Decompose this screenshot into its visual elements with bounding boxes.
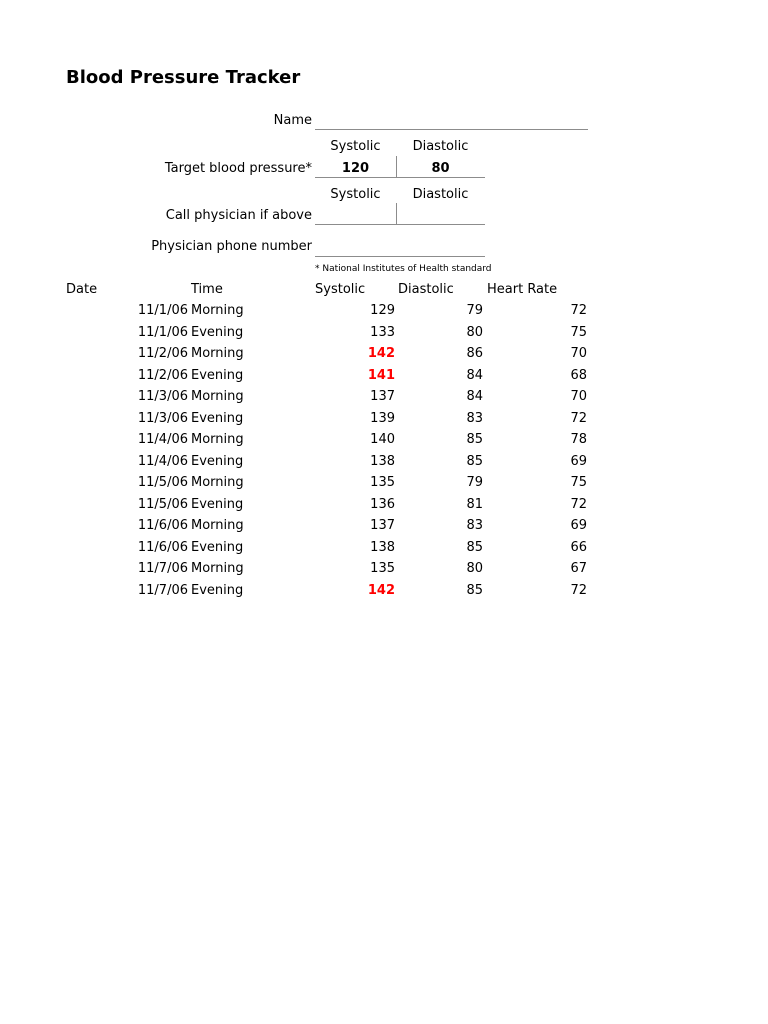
diastolic-cell[interactable]: 85 (466, 432, 483, 447)
time-cell[interactable]: Morning (191, 432, 244, 447)
heart-rate-cell[interactable]: 72 (570, 496, 587, 512)
name-field[interactable] (315, 113, 588, 129)
systolic-cell[interactable]: 137 (370, 518, 395, 533)
target-systolic-header: Systolic (330, 139, 381, 154)
time-cell[interactable]: Evening (191, 324, 244, 340)
header-heart-rate: Heart Rate (487, 282, 558, 297)
heart-rate-cell[interactable]: 70 (570, 346, 587, 361)
date-cell[interactable]: 11/2/06 (137, 367, 188, 383)
systolic-cell[interactable]: 135 (370, 475, 395, 490)
heart-rate-cell[interactable]: 72 (570, 582, 587, 598)
diastolic-cell[interactable]: 79 (466, 303, 483, 318)
heart-rate-cell[interactable]: 75 (570, 475, 587, 490)
table-row (0, 389, 768, 410)
systolic-cell[interactable]: 140 (370, 432, 395, 447)
date-cell[interactable]: 11/6/06 (137, 518, 188, 533)
target-divider (396, 156, 397, 177)
heart-rate-cell[interactable]: 66 (570, 539, 587, 555)
call-physician-label: Call physician if above (165, 208, 312, 223)
date-cell[interactable]: 11/6/06 (137, 539, 188, 555)
call-divider (396, 203, 397, 224)
date-cell[interactable]: 11/3/06 (137, 389, 188, 404)
systolic-cell[interactable]: 141 (367, 367, 395, 383)
name-label: Name (273, 113, 312, 128)
date-cell[interactable]: 11/7/06 (137, 582, 188, 598)
diastolic-cell[interactable]: 80 (466, 561, 483, 576)
table-row (0, 325, 768, 346)
footnote: * National Institutes of Health standard (315, 264, 492, 274)
systolic-cell[interactable]: 142 (367, 346, 395, 361)
time-cell[interactable]: Evening (191, 539, 244, 555)
call-systolic-header: Systolic (330, 187, 381, 202)
diastolic-cell[interactable]: 86 (466, 346, 483, 361)
systolic-cell[interactable]: 133 (370, 324, 395, 340)
heart-rate-cell[interactable]: 78 (570, 432, 587, 447)
heart-rate-cell[interactable]: 72 (570, 303, 587, 318)
heart-rate-cell[interactable]: 69 (570, 518, 587, 533)
date-cell[interactable]: 11/4/06 (137, 432, 188, 447)
table-row (0, 346, 768, 367)
phone-field[interactable] (315, 239, 485, 255)
table-row (0, 561, 768, 582)
time-cell[interactable]: Evening (191, 410, 244, 426)
systolic-cell[interactable]: 136 (370, 496, 395, 512)
diastolic-cell[interactable]: 84 (466, 389, 483, 404)
diastolic-cell[interactable]: 85 (466, 582, 483, 598)
target-diastolic-field[interactable]: 80 (431, 161, 450, 176)
time-cell[interactable]: Evening (191, 367, 244, 383)
time-cell[interactable]: Morning (191, 518, 244, 533)
date-cell[interactable]: 11/7/06 (137, 561, 188, 576)
table-row (0, 583, 768, 604)
time-cell[interactable]: Morning (191, 346, 244, 361)
target-diastolic-header: Diastolic (412, 139, 469, 154)
heart-rate-cell[interactable]: 70 (570, 389, 587, 404)
heart-rate-cell[interactable]: 68 (570, 367, 587, 383)
target-systolic-field[interactable]: 120 (341, 161, 370, 176)
header-date: Date (66, 282, 98, 297)
call-underline (315, 224, 485, 225)
date-cell[interactable]: 11/5/06 (137, 496, 188, 512)
call-diastolic-field[interactable] (397, 208, 484, 224)
date-cell[interactable]: 11/4/06 (137, 453, 188, 469)
diastolic-cell[interactable]: 84 (466, 367, 483, 383)
page-title: Blood Pressure Tracker (66, 67, 301, 88)
table-row (0, 518, 768, 539)
name-field-underline (315, 129, 588, 130)
header-systolic: Systolic (315, 282, 366, 297)
systolic-cell[interactable]: 137 (370, 389, 395, 404)
date-cell[interactable]: 11/3/06 (137, 410, 188, 426)
table-row (0, 368, 768, 389)
date-cell[interactable]: 11/1/06 (137, 303, 188, 318)
systolic-cell[interactable]: 138 (370, 453, 395, 469)
date-cell[interactable]: 11/5/06 (137, 475, 188, 490)
diastolic-cell[interactable]: 81 (466, 496, 483, 512)
table-row (0, 411, 768, 432)
systolic-cell[interactable]: 139 (370, 410, 395, 426)
table-row (0, 454, 768, 475)
target-underline (315, 177, 485, 178)
table-row (0, 497, 768, 518)
time-cell[interactable]: Evening (191, 582, 244, 598)
target-label: Target blood pressure* (164, 161, 312, 176)
time-cell[interactable]: Morning (191, 389, 244, 404)
call-systolic-field[interactable] (315, 208, 396, 224)
table-row (0, 303, 768, 324)
header-time: Time (191, 282, 223, 297)
diastolic-cell[interactable]: 79 (466, 475, 483, 490)
phone-underline (315, 256, 485, 257)
systolic-cell[interactable]: 138 (370, 539, 395, 555)
phone-label: Physician phone number (151, 239, 312, 254)
call-diastolic-header: Diastolic (412, 187, 469, 202)
time-cell[interactable]: Morning (191, 561, 244, 576)
time-cell[interactable]: Evening (191, 453, 244, 469)
diastolic-cell[interactable]: 83 (466, 410, 483, 426)
heart-rate-cell[interactable]: 69 (570, 453, 587, 469)
diastolic-cell[interactable]: 85 (466, 539, 483, 555)
heart-rate-cell[interactable]: 72 (570, 410, 587, 426)
header-diastolic: Diastolic (398, 282, 454, 297)
table-row (0, 432, 768, 453)
table-row (0, 540, 768, 561)
heart-rate-cell[interactable]: 75 (570, 324, 587, 340)
systolic-cell[interactable]: 135 (370, 561, 395, 576)
time-cell[interactable]: Morning (191, 303, 244, 318)
diastolic-cell[interactable]: 80 (466, 324, 483, 340)
time-cell[interactable]: Morning (191, 475, 244, 490)
time-cell[interactable]: Evening (191, 496, 244, 512)
date-cell[interactable]: 11/2/06 (137, 346, 188, 361)
diastolic-cell[interactable]: 85 (466, 453, 483, 469)
systolic-cell[interactable]: 142 (367, 582, 395, 598)
table-row (0, 475, 768, 496)
diastolic-cell[interactable]: 83 (466, 518, 483, 533)
heart-rate-cell[interactable]: 67 (570, 561, 587, 576)
systolic-cell[interactable]: 129 (370, 303, 395, 318)
date-cell[interactable]: 11/1/06 (137, 324, 188, 340)
